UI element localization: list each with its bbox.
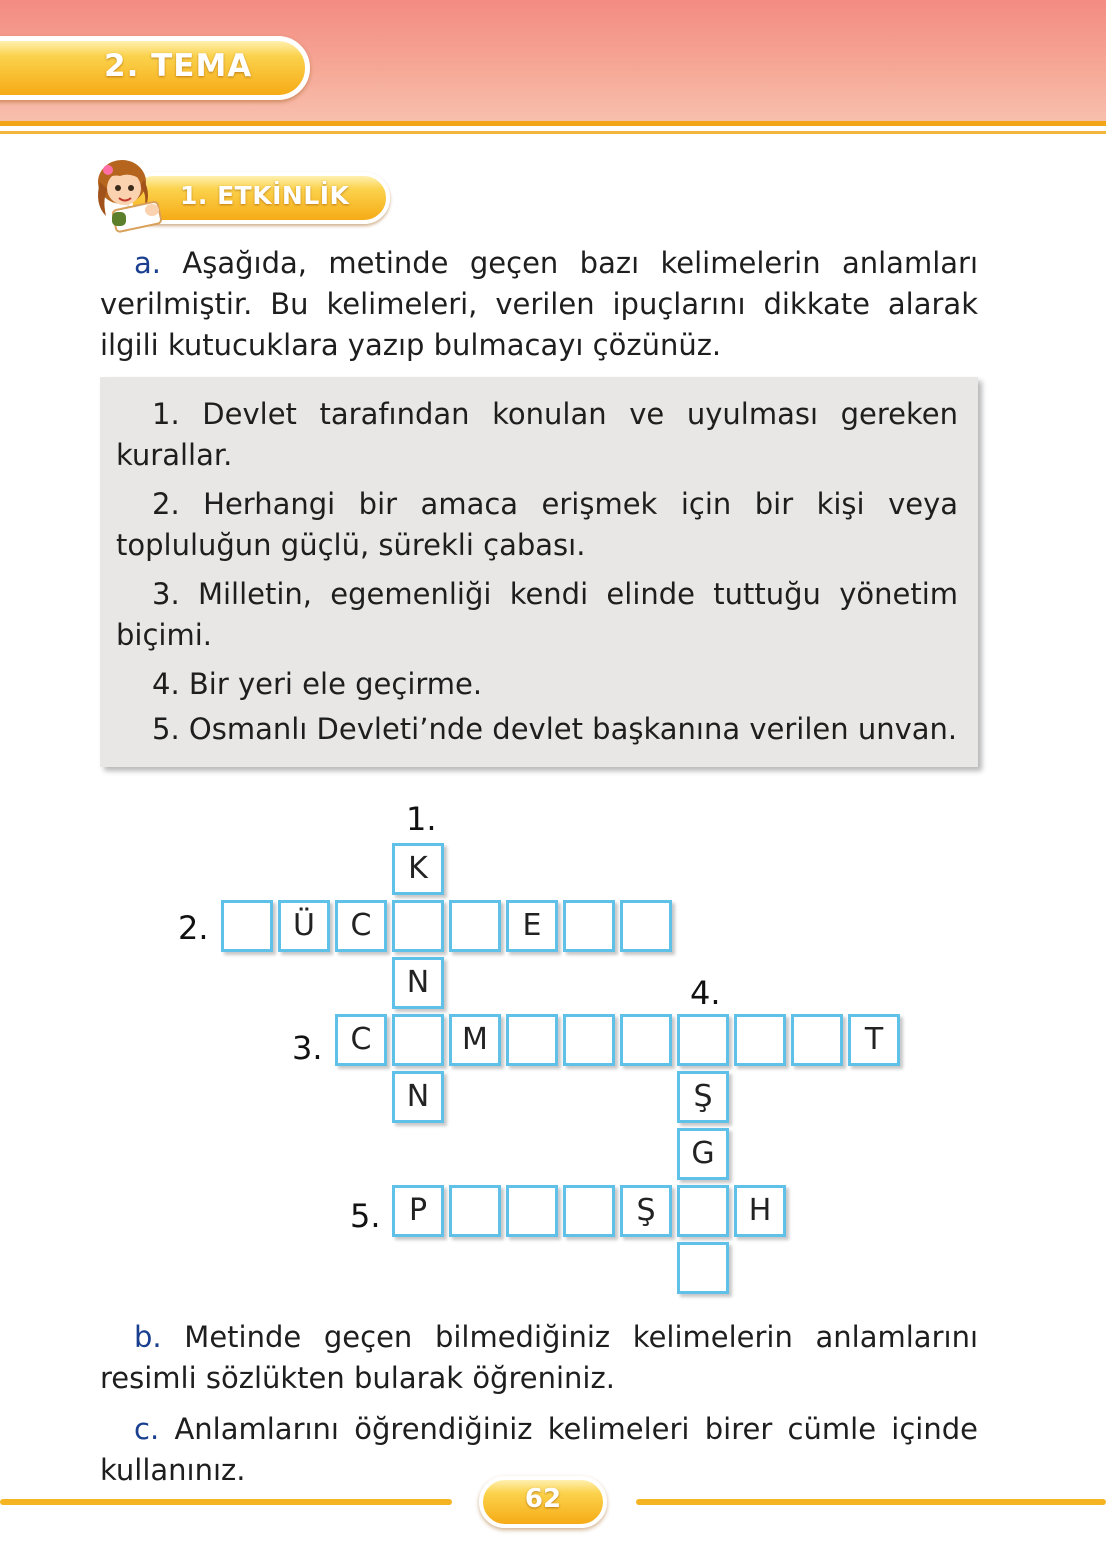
crossword-cell[interactable]: Ş [677,1071,729,1123]
crossword-cell[interactable]: P [392,1185,444,1237]
crossword-number-5: 5. [350,1197,381,1235]
crossword-cell[interactable] [392,900,444,952]
crossword-cell[interactable] [677,1242,729,1294]
crossword-cell[interactable] [620,1014,672,1066]
clue-2-number: 2. [152,487,180,521]
clue-3 [116,574,958,656]
crossword-cell[interactable]: T [848,1014,900,1066]
clue-5-number: 5. [152,712,180,746]
crossword-number-1: 1. [406,800,437,838]
instruction-a-text: Aşağıda, metinde geçen bazı kelimelerin anlamları verilmiştir. Bu kelimeleri, verilen ipuçlarını dikkate alarak ilgili kutucuklara yazıp bulmacayı çözünüz. [100,246,978,362]
clue-4-number: 4. [152,667,180,701]
clue-3-text: Milletin, egemenliği kendi elinde tuttuğu yönetim biçimi. [116,577,959,652]
crossword-cell[interactable]: Ü [278,900,330,952]
crossword-cell[interactable] [620,900,672,952]
crossword-cell[interactable] [791,1014,843,1066]
instruction-b [100,1317,978,1399]
crossword-cell[interactable] [563,1014,615,1066]
crossword-cell[interactable] [392,1014,444,1066]
crossword-cell[interactable] [563,900,615,952]
clue-3-number: 3. [152,577,180,611]
crossword-cell[interactable] [677,1014,729,1066]
page-number: 62 [524,1484,562,1514]
crossword-cell[interactable] [506,1014,558,1066]
clue-1 [116,394,958,476]
crossword-cell[interactable]: H [734,1185,786,1237]
crossword-cell[interactable] [677,1185,729,1237]
clue-1-text: Devlet tarafından konulan ve uyulması gereken kurallar. [116,397,958,472]
instruction-c-label: c. [134,1412,160,1446]
crossword-cell[interactable] [449,900,501,952]
crossword-cell[interactable]: M [449,1014,501,1066]
crossword-cell[interactable]: N [392,957,444,1009]
crossword-cell[interactable]: Ş [620,1185,672,1237]
instruction-b-label: b. [134,1320,162,1354]
crossword-cell[interactable] [506,1185,558,1237]
header-rule [0,121,1106,126]
header-rule-thin [0,131,1106,134]
crossword-cell[interactable]: N [392,1071,444,1123]
footer-rule-right [636,1499,1106,1505]
instruction-a [100,243,978,366]
clue-1-number: 1. [152,397,180,431]
clue-4 [116,664,958,705]
clue-5 [116,709,958,750]
instruction-b-text: Metinde geçen bilmediğiniz kelimelerin anlamlarını resimli sözlükten bularak öğreniniz. [100,1320,978,1395]
instruction-a-label: a. [134,246,161,280]
clue-2-text: Herhangi bir amaca erişmek için bir kişi veya topluluğun güçlü, sürekli çabası. [116,487,959,562]
crossword-cell[interactable] [221,900,273,952]
crossword-number-4: 4. [690,974,721,1012]
crossword-cell[interactable]: C [335,1014,387,1066]
instruction-c-text: Anlamlarını öğrendiğiniz kelimeleri birer cümle içinde kullanınız. [100,1412,978,1487]
girl-reading-icon [86,152,186,234]
footer-rule-left [0,1499,452,1505]
clue-5-text: Osmanlı Devleti’nde devlet başkanına verilen unvan. [188,712,958,746]
crossword-cell[interactable]: K [392,843,444,895]
theme-label: 2. TEMA [104,48,253,84]
crossword-cell[interactable] [449,1185,501,1237]
clue-2 [116,484,958,566]
crossword-cell[interactable]: E [506,900,558,952]
crossword-cell[interactable]: C [335,900,387,952]
crossword-cell[interactable] [734,1014,786,1066]
crossword-cell[interactable]: G [677,1128,729,1180]
crossword-cell[interactable] [563,1185,615,1237]
crossword-number-3: 3. [292,1029,323,1067]
crossword-number-2: 2. [178,909,209,947]
clue-4-text: Bir yeri ele geçirme. [188,667,483,701]
activity-title: 1. ETKİNLİK [180,181,350,210]
